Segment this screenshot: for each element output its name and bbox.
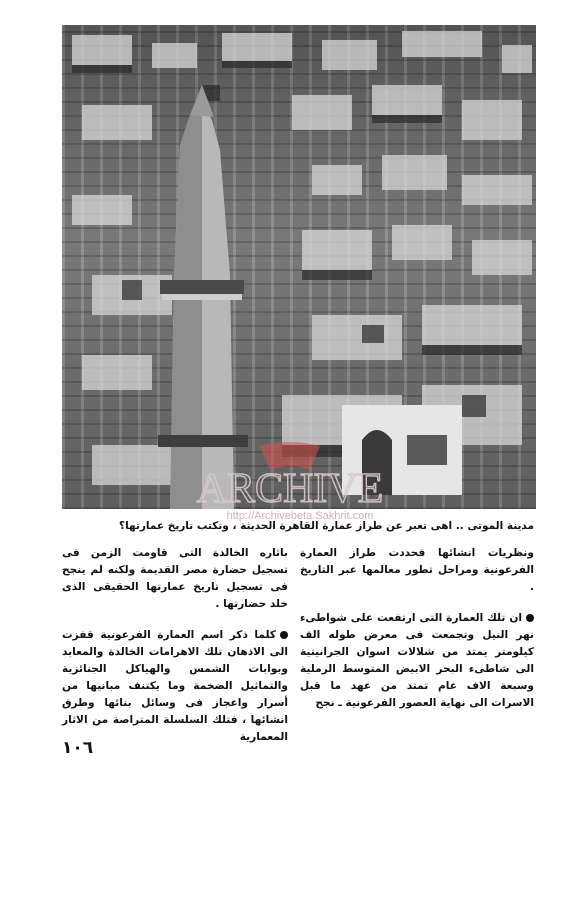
page-number: ١٠٦ [62, 738, 94, 758]
left-paragraph-1: باثاره الخالدة التى قاومت الزمن فى تسجيل حضارة مصر القديمة ولكنه لم ينجح فى تسجيل تاريخ عمارتها الحقيقى الذى خلد حضارتها . [62, 547, 288, 610]
aerial-city-photo-with-minaret-icon [62, 25, 536, 509]
left-paragraph-2: كلما ذكر اسم العمارة الفرعونية قفزت الى الاذهان تلك الاهرامات الخالدة والمعابد وبوابات الشمس والهياكل الجنائزية والتماثيل الضخمة وما يكتنف مبانيها من أسرار واعجاز فى وسائل بنائها وطرق انشائها ، فتلك السلسلة المتراصة من الاثار المعمارية [62, 629, 288, 743]
right-paragraph-2: ان تلك العمارة التى ارتفعت على شواطىء نهر النيل وتجمعت فى معرض طوله الف كيلومتر يمتد من شلالات اسوان الجرانيتية الى شاطىء البحر الابيض المتوسط الرملية وسبعة الاف عام تمتد من عهد ما قبل الاسرات الى نهاية العصور الفرعونية ـ نجح [300, 612, 534, 709]
right-paragraph-1: ونظريات انشائها فحددت طراز العمارة الفرعونية ومراحل تطور معالمها عبر التاريخ . [300, 547, 534, 593]
aerial-city-photo [62, 25, 536, 509]
watermark-url: http://Archivebeta.Sakhrit.com [226, 510, 374, 522]
photo-caption: مدينة الموتى .. اهى تعبر عن طراز عمارة القاهرة الحديثة ، وتكتب تاريخ عمارتها؟ [118, 520, 534, 532]
left-column [62, 545, 288, 760]
bullet-icon [280, 631, 288, 639]
archive-watermark-logo [150, 440, 430, 510]
bullet-icon [526, 614, 534, 622]
svg-text:ARCHIVE: ARCHIVE [196, 466, 384, 510]
right-column [300, 545, 534, 726]
